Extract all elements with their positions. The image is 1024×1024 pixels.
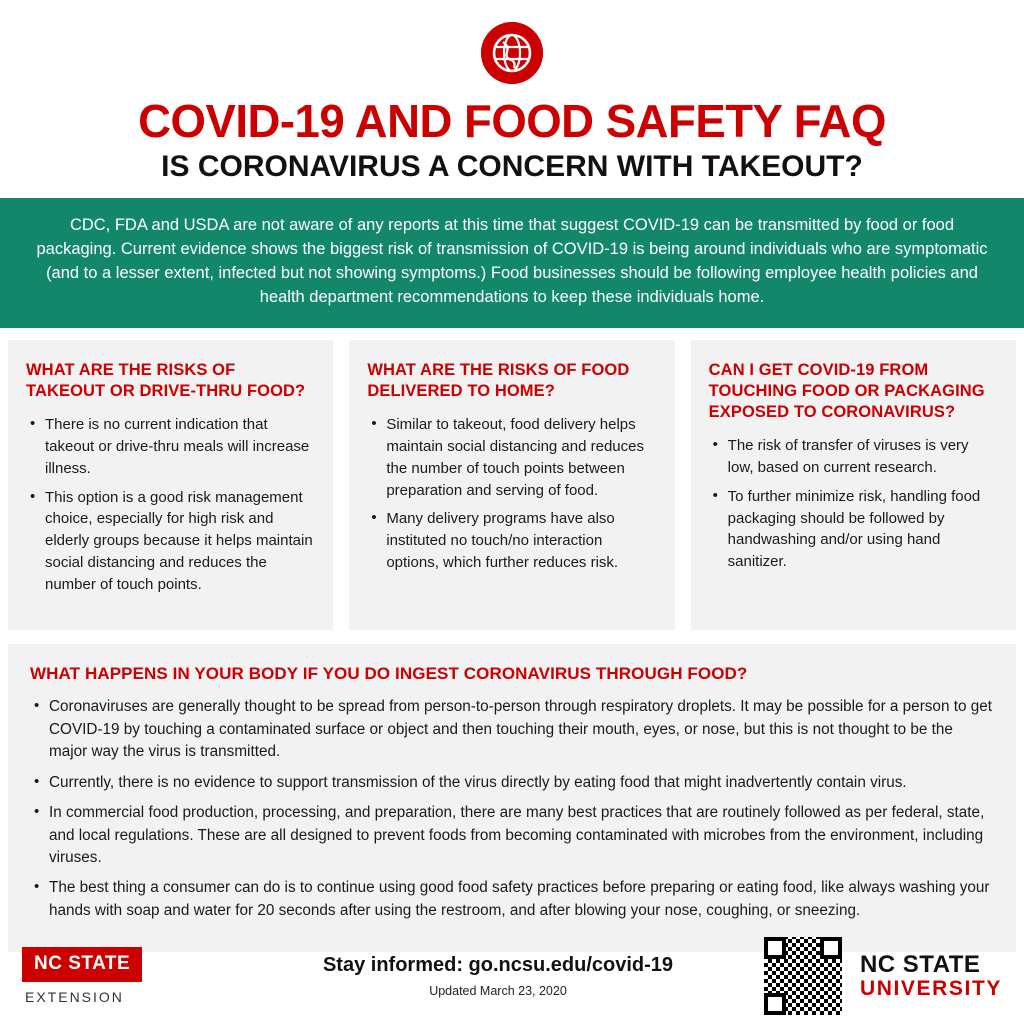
faq-card-bullets [26,414,315,595]
faq-card-bullets [709,435,998,573]
page-title: COVID-19 AND FOOD SAFETY FAQ [138,95,886,147]
nc-state-logo-box: NC STATE [22,947,142,982]
stay-informed-link[interactable]: Stay informed: go.ncsu.edu/covid-19 [322,954,674,976]
list-item: • To further minimize risk, handling food packaging should be followed by handwashing and/or using hand sanitizer. [726,486,998,573]
faq-card-takeout [8,340,333,630]
faq-card-bullets [367,414,656,573]
faq-card-packaging [691,340,1016,630]
list-item: • There is no current indication that takeout or drive-thru meals will increase illness. [43,414,315,479]
brand-line-1: NC STATE [859,951,981,979]
nc-state-university-logo [860,952,1002,999]
list-item: • This option is a good risk management choice, especially for high risk and elderly groups because it helps maintain social distancing and reduces the number of touch points. [43,487,315,596]
page-subtitle: IS CORONAVIRUS A CONCERN WITH TAKEOUT? [161,149,863,183]
list-item: • The best thing a consumer can do is to continue using good food safety practices before preparing or eating food, like always washing your hands with soap and water for 20 seconds after using the restroom, and after blowing your nose, coughing, or sneezing. [47,877,994,922]
faq-card-heading: WHAT ARE THE RISKS OF FOOD DELIVERED TO HOME? [367,361,630,401]
brand-line-2: UNIVERSITY [859,976,1002,1000]
globe-icon [481,22,543,84]
qr-code-icon[interactable] [764,937,842,1015]
highlight-banner: CDC, FDA and USDA are not aware of any reports at this time that suggest COVID-19 can be transmitted by food or food packaging. Current evidence shows the biggest risk of transmission of COVID-19 is being around individuals who are symptomatic (and to a lesser extent, infected but not showing symptoms.) Food businesses should be following employee health policies and health department recommendations to keep these individuals home. [0,198,1024,328]
list-item: • Currently, there is no evidence to support transmission of the virus directly by eating food that might inadvertently contain virus. [47,772,994,794]
list-item: • The risk of transfer of viruses is very low, based on current research. [726,435,998,479]
ingest-panel-heading: WHAT HAPPENS IN YOUR BODY IF YOU DO INGEST CORONAVIRUS THROUGH FOOD? [30,664,748,684]
footer [0,928,1024,1024]
faq-card-delivery [349,340,674,630]
faq-card-heading: CAN I GET COVID-19 FROM TOUCHING FOOD OR PACKAGING EXPOSED TO CORONAVIRUS? [708,361,985,422]
list-item: • In commercial food production, processing, and preparation, there are many best practices that are routinely followed as per federal, state, and local regulations. These are all designed to prevent foods from becoming contaminated with microbes from the environment, including viruses. [47,802,994,869]
list-item: • Many delivery programs have also instituted no touch/no interaction options, which further reduces risk. [384,508,656,573]
extension-label: EXTENSION [25,989,124,1005]
list-item: • Similar to takeout, food delivery helps maintain social distancing and reduces the number of touch points between preparation and serving of food. [384,414,656,501]
footer-right [764,937,1002,1015]
list-item: • Coronaviruses are generally thought to be spread from person-to-person through respiratory droplets. It may be possible for a person to get COVID-19 by touching a contaminated surface or object and then touching their mouth, eyes, or nose, but this is not thought to be the major way the virus is transmitted. [47,696,994,763]
ingest-panel [8,644,1016,952]
footer-center [232,954,764,998]
header-logo-area [0,0,1024,84]
faq-card-heading: WHAT ARE THE RISKS OF TAKEOUT OR DRIVE-THRU FOOD? [26,361,306,401]
ingest-panel-bullets [30,696,994,922]
faq-columns [0,328,1024,630]
updated-date: Updated March 23, 2020 [429,984,567,998]
